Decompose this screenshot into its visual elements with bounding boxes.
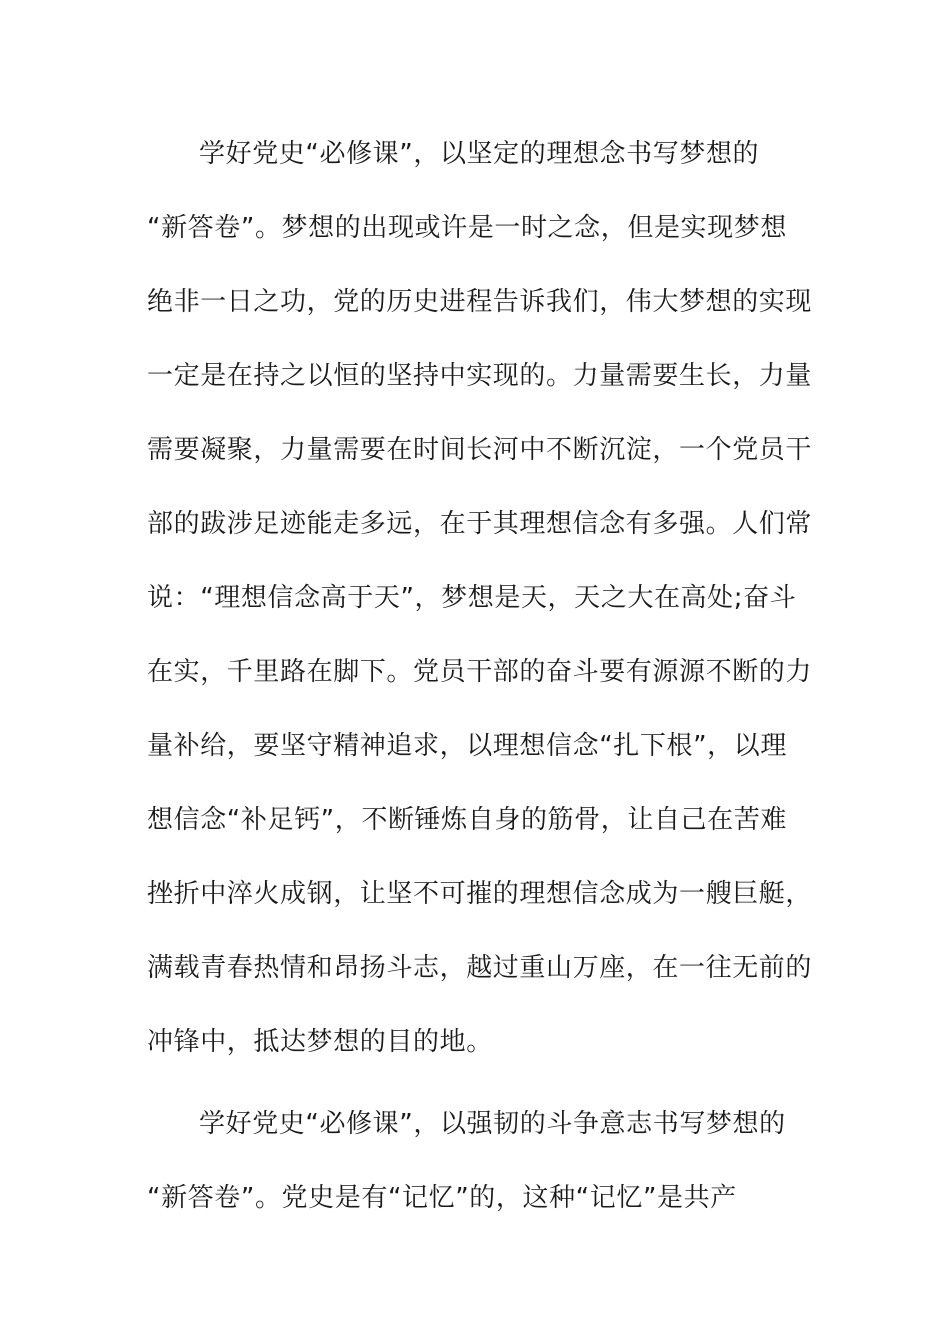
paragraph-line: 绝非一日之功，党的历史进程告诉我们，伟大梦想的实现 — [147, 287, 813, 317]
paragraph-line: 学好党史“必修课”，以强韧的斗争意志书写梦想的 — [199, 1109, 786, 1139]
paragraph-line: “新答卷”。梦想的出现或许是一时之念，但是实现梦想 — [147, 213, 787, 243]
paragraph-line: 部的跋涉足迹能走多远，在于其理想信念有多强。人们常 — [147, 509, 813, 539]
paragraph-line: 满载青春热情和昂扬斗志，越过重山万座，在一往无前的 — [147, 953, 813, 983]
paragraph-line: 说：“理想信念高于天”，梦想是天，天之大在高处;奋斗 — [147, 583, 797, 613]
paragraph-line: 挫折中淬火成钢，让坚不可摧的理想信念成为一艘巨艇， — [147, 879, 813, 909]
paragraph-line: 需要凝聚，力量需要在时间长河中不断沉淀，一个党员干 — [147, 435, 813, 465]
paragraph-line: 想信念“补足钙”，不断锤炼自身的筋骨，让自己在苦难 — [147, 805, 787, 835]
paragraph-line: 在实，千里路在脚下。党员干部的奋斗要有源源不断的力 — [147, 657, 813, 687]
paragraph-line: 冲锋中，抵达梦想的目的地。 — [147, 1027, 493, 1057]
paragraph-line: “新答卷”。党史是有“记忆”的，这种“记忆”是共产 — [147, 1183, 737, 1213]
paragraph-line: 学好党史“必修课”，以坚定的理想念书写梦想的 — [199, 139, 760, 169]
paragraph-line: 量补给，要坚守精神追求，以理想信念“扎下根”，以理 — [147, 731, 787, 761]
paragraph-line: 一定是在持之以恒的坚持中实现的。力量需要生长，力量 — [147, 361, 813, 391]
